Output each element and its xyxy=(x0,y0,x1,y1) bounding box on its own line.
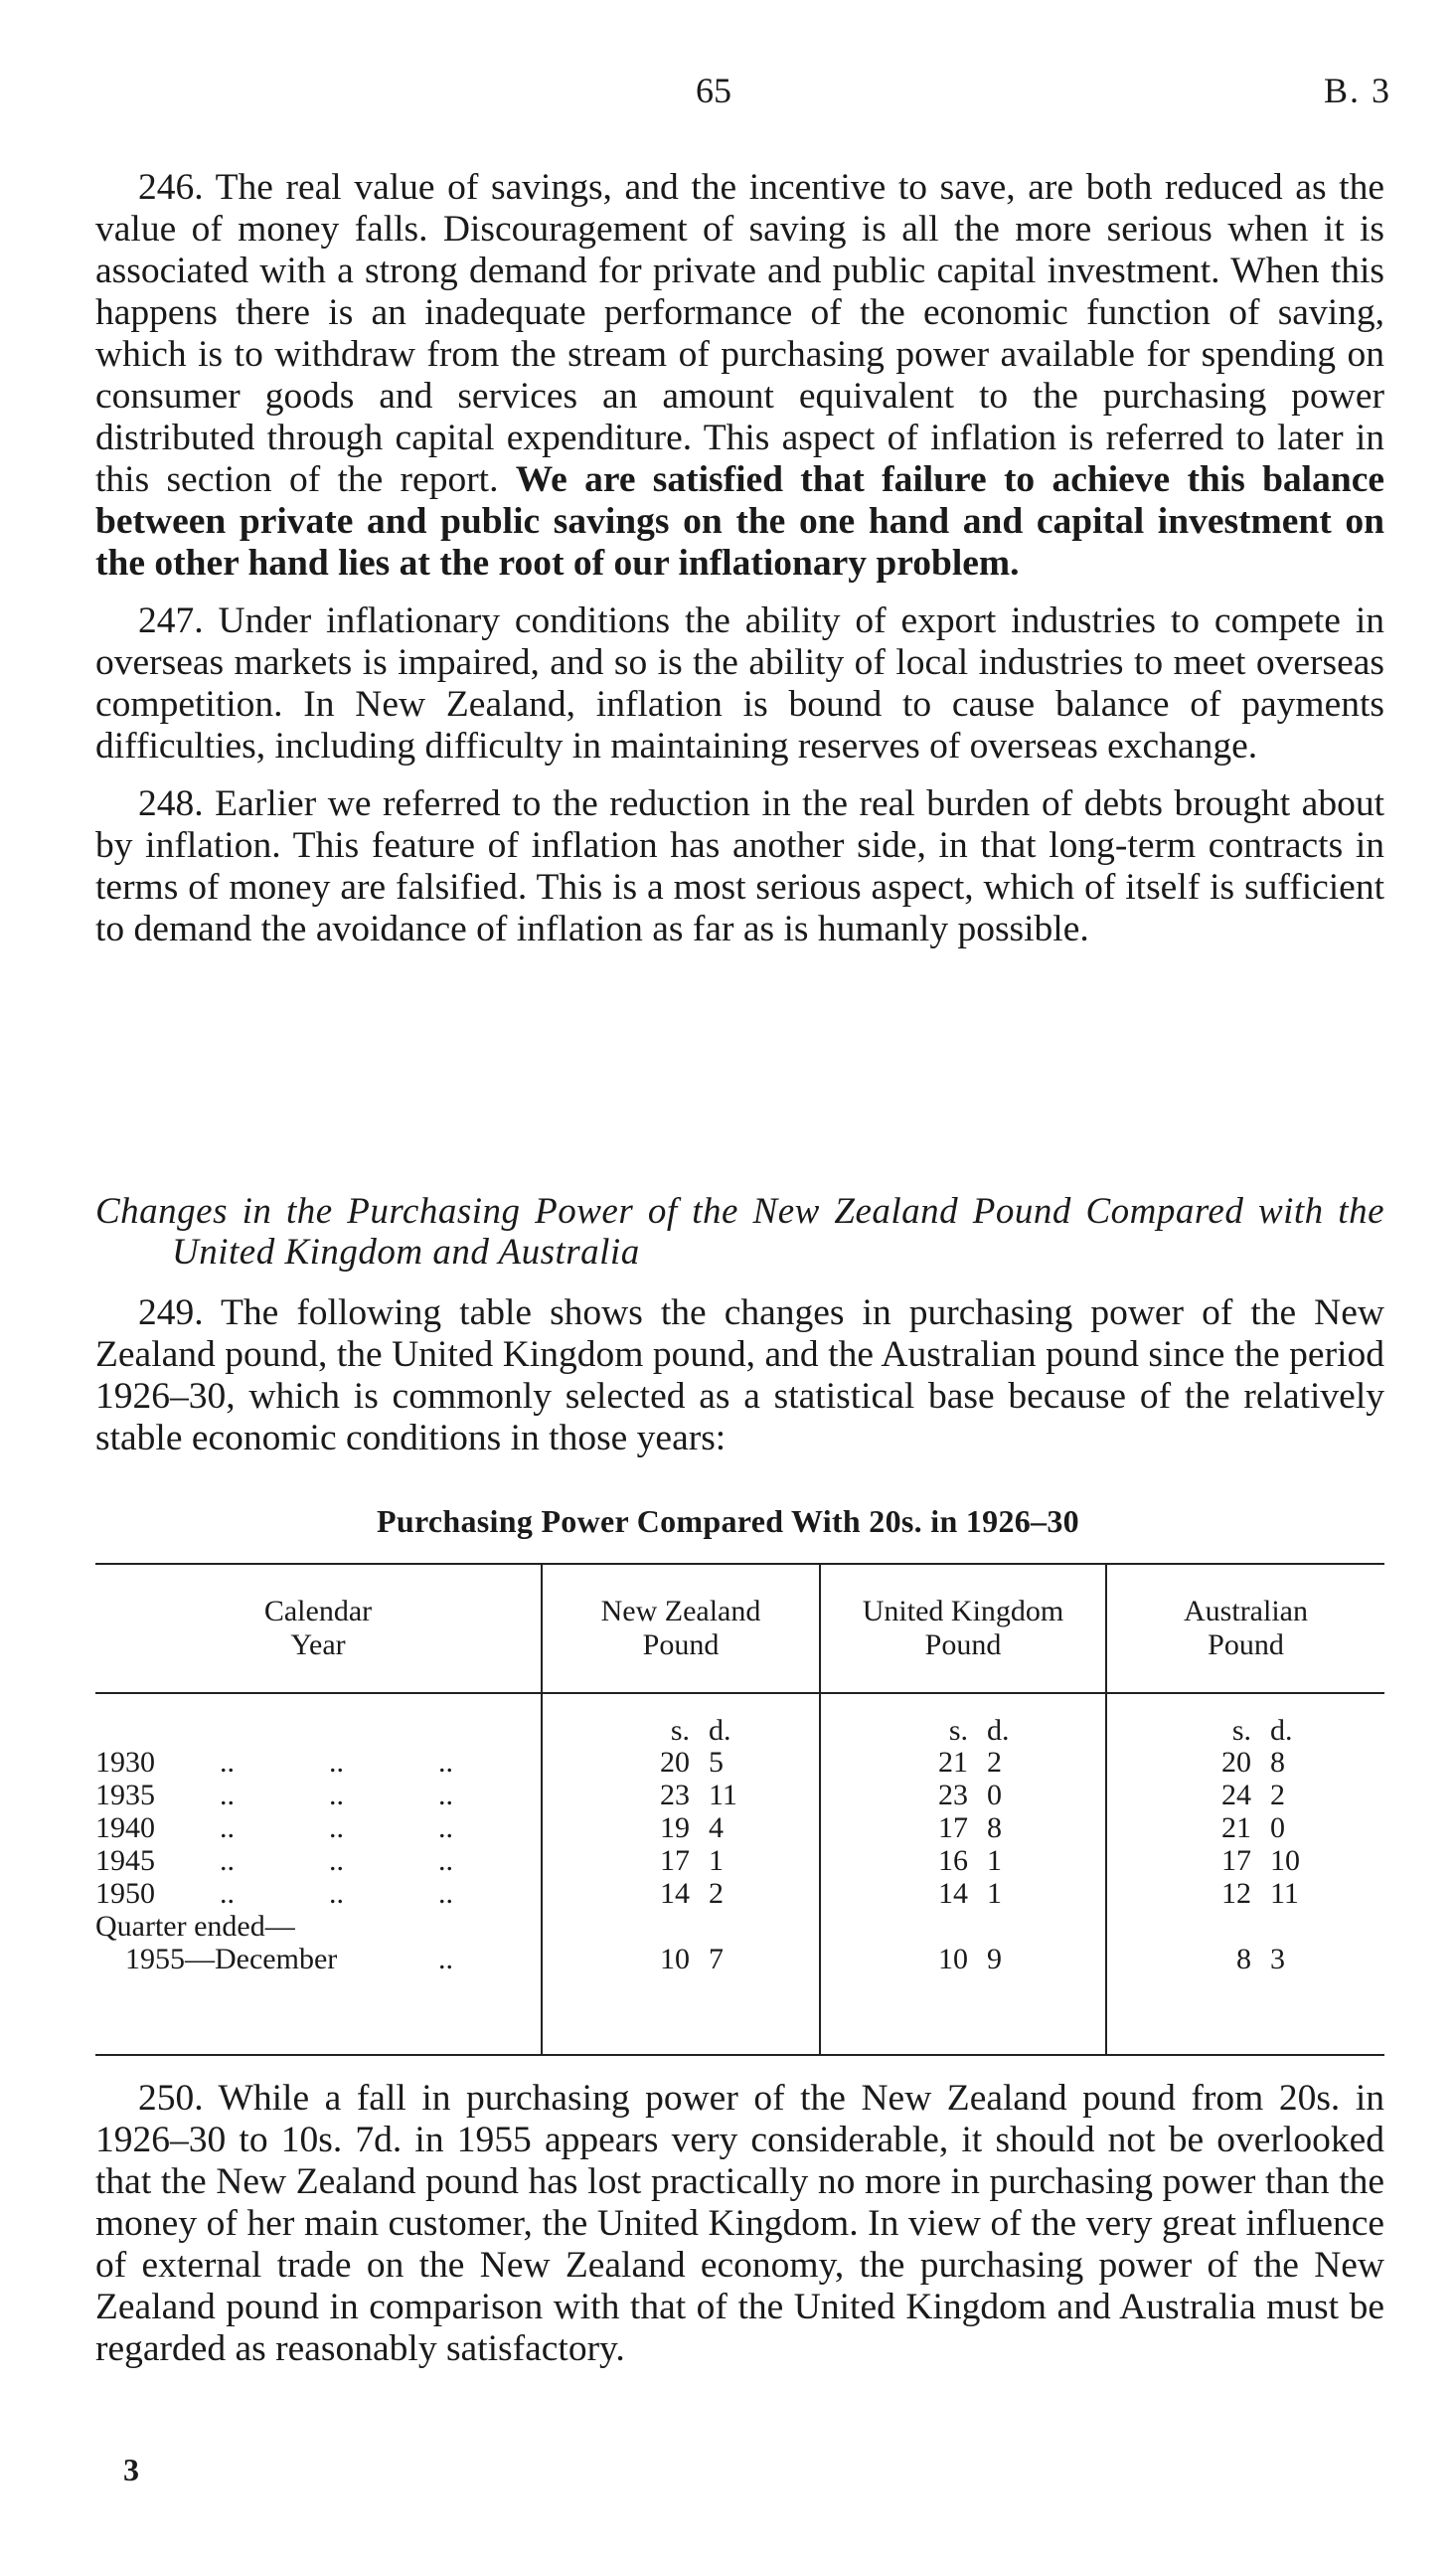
page-header xyxy=(0,70,1456,119)
leader-dots: .. xyxy=(329,1877,344,1910)
leader-dots: .. xyxy=(329,1844,344,1877)
leader-dots: .. xyxy=(438,1844,453,1877)
leader-dots: .. xyxy=(220,1877,235,1910)
leader-dots: .. xyxy=(438,1943,453,1975)
header-uk-line1: United Kingdom xyxy=(862,1595,1064,1627)
au-shillings-cell: 12 xyxy=(1221,1877,1251,1910)
nz-shillings-cell: 14 xyxy=(660,1877,690,1910)
uk-pence-cell: 0 xyxy=(987,1779,1002,1811)
uk-pence-cell: 1 xyxy=(987,1877,1002,1910)
au-shillings-cell: 24 xyxy=(1221,1779,1251,1811)
leader-dots: .. xyxy=(438,1779,453,1811)
au-pence-cell: 10 xyxy=(1270,1844,1300,1877)
header-year-line2: Year xyxy=(290,1628,346,1661)
paragraph-246 xyxy=(95,167,1384,585)
au-pence-cell: 3 xyxy=(1270,1943,1285,1975)
header-au-line2: Pound xyxy=(1208,1628,1284,1661)
paragraph-247: 247. Under inflationary conditions the ability of export industries to compete in overseas markets is impaired, and so is the ability of local industries to meet overseas competition. In New Zealand, inflation is bound to cause balance of payments difficulties, including difficulty in maintaining reserves of overseas exchange. xyxy=(95,600,1384,767)
nz-pence-cell: 5 xyxy=(709,1746,724,1779)
uk-shillings-cell: 16 xyxy=(938,1844,968,1877)
unit-shillings-label: s. xyxy=(948,1714,968,1747)
year-cell: 1930 xyxy=(95,1746,155,1779)
lower-text-block xyxy=(95,2078,1384,2386)
year-cell: 1950 xyxy=(95,1877,155,1910)
leader-dots: .. xyxy=(438,1811,453,1844)
year-cell: 1945 xyxy=(95,1844,155,1877)
unit-shillings-label: s. xyxy=(1231,1714,1251,1747)
nz-pence-cell: 1 xyxy=(709,1844,724,1877)
table-bottom-rule xyxy=(95,2054,1384,2056)
nz-shillings-cell: 17 xyxy=(660,1844,690,1877)
leader-dots: .. xyxy=(220,1811,235,1844)
header-nz-line2: Pound xyxy=(642,1628,720,1661)
year-cell: 1955—December xyxy=(125,1943,338,1975)
section-heading: Changes in the Purchasing Power of the New Zealand Pound Compared with the United Kingdom and Australia xyxy=(95,1191,1384,1273)
header-nz-line1: New Zealand xyxy=(600,1595,761,1627)
nz-shillings-cell: 10 xyxy=(660,1943,690,1975)
year-cell: 1935 xyxy=(95,1779,155,1811)
leader-dots: .. xyxy=(329,1779,344,1811)
document-code: B. 3 xyxy=(1323,71,1391,110)
paragraph-249: 249. The following table shows the changes in purchasing power of the New Zealand pound, the United Kingdom pound, and the Australian pound since the period 1926–30, which is commonly selected as a statistical base because of the relatively stable economic conditions in those years: xyxy=(95,1292,1384,1458)
au-shillings-cell: 21 xyxy=(1221,1811,1251,1844)
au-shillings-cell: 20 xyxy=(1221,1746,1251,1779)
quarter-ended-label: Quarter ended— xyxy=(95,1910,295,1943)
uk-pence-cell: 9 xyxy=(987,1943,1002,1975)
au-pence-cell: 11 xyxy=(1270,1877,1299,1910)
uk-shillings-cell: 17 xyxy=(938,1811,968,1844)
leader-dots: .. xyxy=(220,1844,235,1877)
header-year-line1: Calendar xyxy=(263,1595,373,1627)
au-shillings-cell: 17 xyxy=(1221,1844,1251,1877)
uk-shillings-cell: 21 xyxy=(938,1746,968,1779)
uk-shillings-cell: 10 xyxy=(938,1943,968,1975)
au-pence-cell: 8 xyxy=(1270,1746,1285,1779)
uk-shillings-cell: 14 xyxy=(938,1877,968,1910)
table-header-rule xyxy=(95,1692,1384,1694)
au-shillings-cell: 8 xyxy=(1236,1943,1251,1975)
unit-shillings-label: s. xyxy=(670,1714,690,1747)
nz-pence-cell: 11 xyxy=(709,1779,737,1811)
unit-pence-label: d. xyxy=(1270,1714,1293,1747)
table-title: Purchasing Power Compared With 20s. in 1926–30 xyxy=(377,1503,1079,1539)
header-au-line1: Australian xyxy=(1184,1595,1308,1627)
header-calendar-year xyxy=(95,1595,541,1662)
uk-pence-cell: 1 xyxy=(987,1844,1002,1877)
uk-shillings-cell: 23 xyxy=(938,1779,968,1811)
upper-text-block xyxy=(95,167,1384,966)
leader-dots: .. xyxy=(220,1779,235,1811)
nz-pence-cell: 2 xyxy=(709,1877,724,1910)
leader-dots: .. xyxy=(329,1811,344,1844)
nz-shillings-cell: 23 xyxy=(660,1779,690,1811)
header-uk-line2: Pound xyxy=(924,1628,1002,1661)
header-australian-pound xyxy=(1107,1595,1384,1662)
leader-dots: .. xyxy=(329,1746,344,1779)
unit-pence-label: d. xyxy=(987,1714,1010,1747)
table-top-rule xyxy=(95,1563,1384,1565)
au-pence-cell: 2 xyxy=(1270,1779,1285,1811)
paragraph-246-plain: 246. The real value of savings, and the incentive to save, are both reduced as the value of money falls. Discouragement of saving is all the more serious when it is associated with a strong demand for private and public capital investment. When this happens there is an inadequate performance of the economic function of saving, which is to withdraw from the stream of purchasing power available for spending on consumer goods and services an amount equivalent to the purchasing power distributed through capital expenditure. This aspect of inflation is referred to later in this section of the report. xyxy=(95,167,1384,500)
nz-pence-cell: 7 xyxy=(709,1943,724,1975)
uk-pence-cell: 8 xyxy=(987,1811,1002,1844)
nz-pence-cell: 4 xyxy=(709,1811,724,1844)
header-united-kingdom-pound xyxy=(821,1595,1105,1662)
header-new-zealand-pound xyxy=(543,1595,819,1662)
section-block xyxy=(95,1191,1384,1475)
leader-dots: .. xyxy=(220,1746,235,1779)
nz-shillings-cell: 20 xyxy=(660,1746,690,1779)
paragraph-248: 248. Earlier we referred to the reduction in the real burden of debts brought about by inflation. This feature of inflation has another side, in that long-term contracts in terms of money are falsified. This is a most serious aspect, which of itself is sufficient to demand the avoidance of inflation as far as is humanly possible. xyxy=(95,783,1384,949)
purchasing-power-table xyxy=(95,1563,1384,2058)
uk-pence-cell: 2 xyxy=(987,1746,1002,1779)
nz-shillings-cell: 19 xyxy=(660,1811,690,1844)
au-pence-cell: 0 xyxy=(1270,1811,1285,1844)
paragraph-246-bold: We are satisfied that failure to achieve this balance between private and public savings on the one hand and capital investment on the other hand lies at the root of our inflationary problem. xyxy=(95,459,1384,584)
leader-dots: .. xyxy=(438,1746,453,1779)
unit-pence-label: d. xyxy=(709,1714,731,1747)
leader-dots: .. xyxy=(438,1877,453,1910)
paragraph-250: 250. While a fall in purchasing power of the New Zealand pound from 20s. in 1926–30 to 10s. 7d. in 1955 appears very considerable, it should not be overlooked that the New Zealand pound has lost practically no more in purchasing power than the money of her main customer, the United Kingdom. In view of the very great influence of external trade on the New Zealand economy, the purchasing power of the New Zealand pound in comparison with that of the United Kingdom and Australia must be regarded as reasonably satisfactory. xyxy=(95,2078,1384,2369)
year-cell: 1940 xyxy=(95,1811,155,1844)
signature-mark: 3 xyxy=(123,2452,139,2487)
page-number: 65 xyxy=(696,71,731,110)
